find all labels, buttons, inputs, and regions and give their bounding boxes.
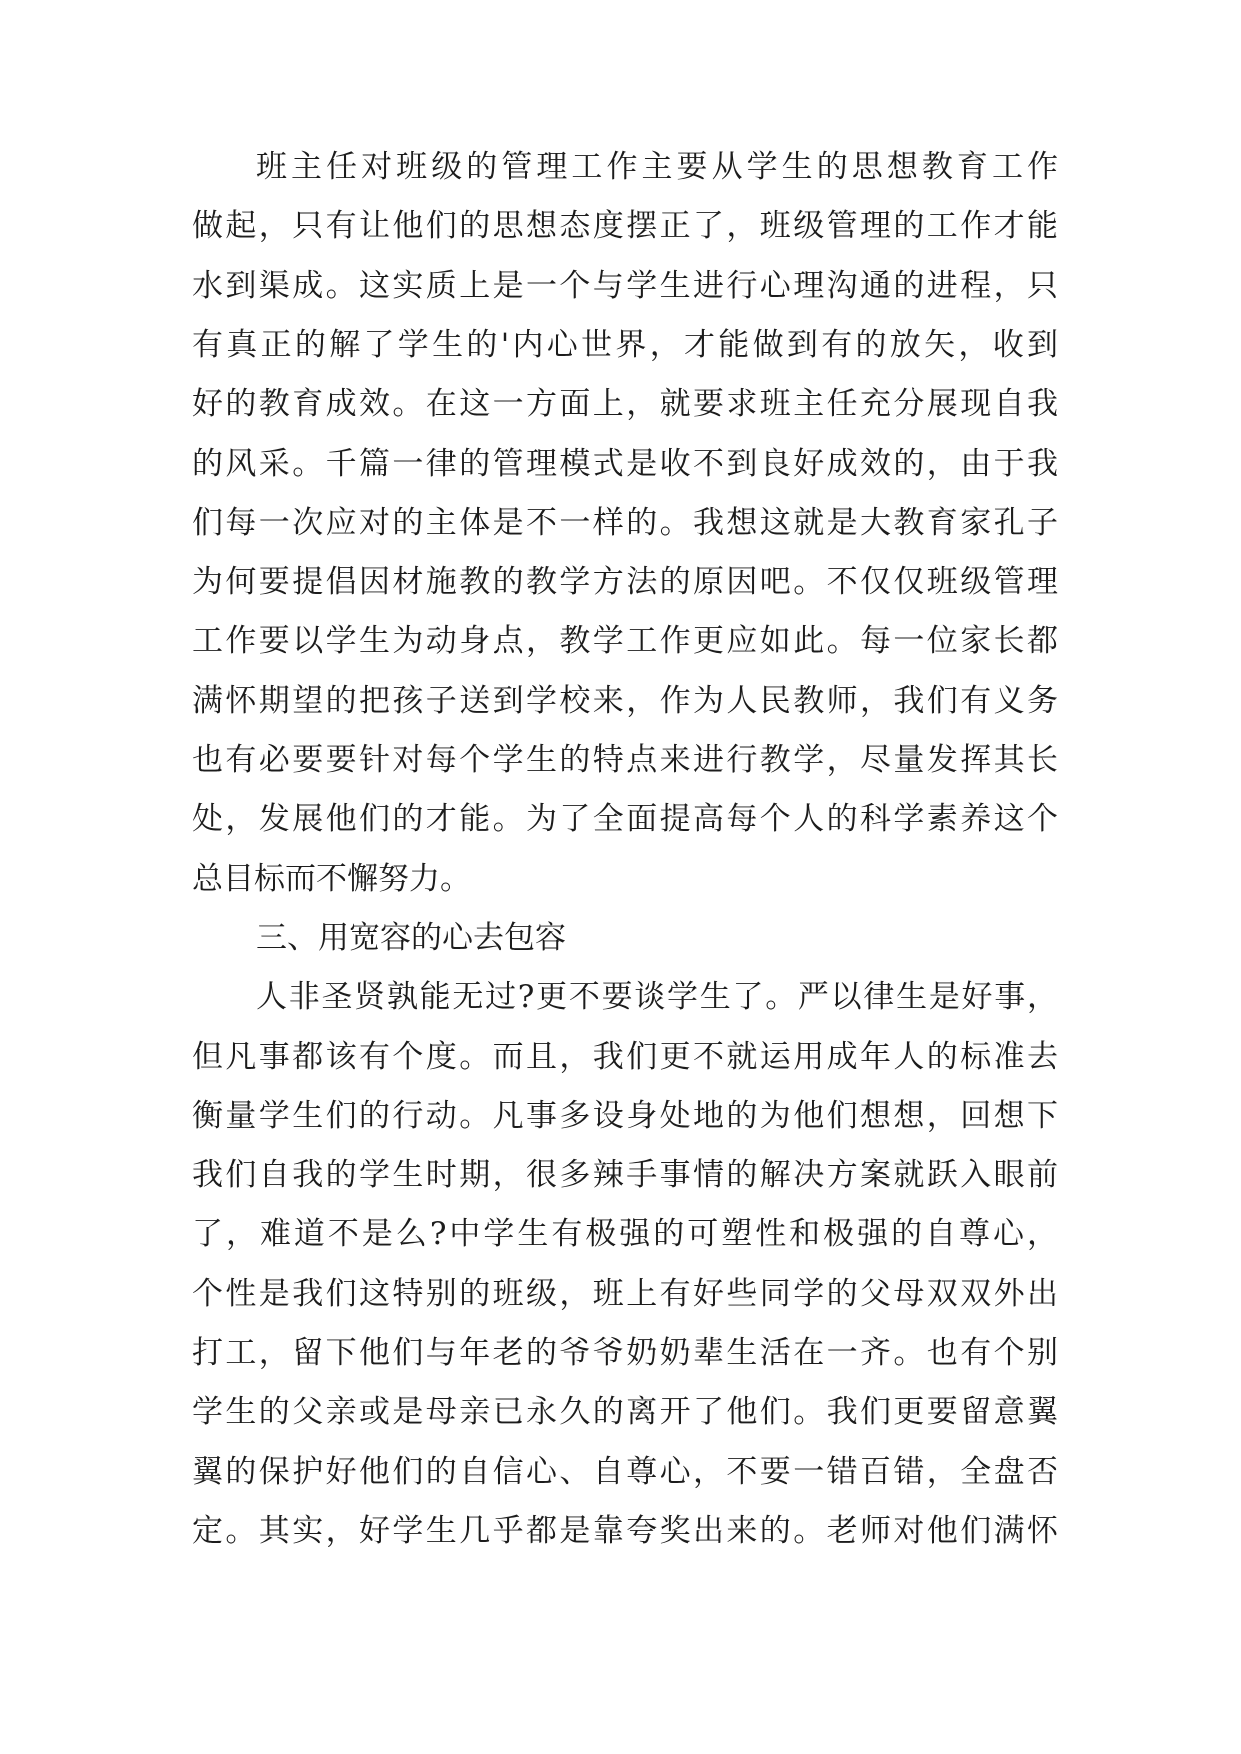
- text-line: 定。其实，好学生几乎都是靠夸奖出来的。老师对他们满怀: [192, 1512, 1058, 1549]
- text-line: 但凡事都该有个度。而且，我们更不就运用成年人的标准去: [192, 1038, 1058, 1075]
- text-line: 总目标而不懈努力。: [192, 860, 471, 897]
- text-line: 班主任对班级的管理工作主要从学生的思想教育工作: [256, 149, 1058, 185]
- text-line: 处，发展他们的才能。为了全面提高每个人的科学素养这个: [192, 801, 1058, 838]
- text-line: 水到渠成。这实质上是一个与学生进行心理沟通的进程，只: [192, 267, 1058, 304]
- text-line: 了，难道不是么?中学生有极强的可塑性和极强的自尊心，: [192, 1216, 1058, 1253]
- text-line: 满怀期望的把孩子送到学校来，作为人民教师，我们有义务: [192, 682, 1058, 719]
- text-line: 学生的父亲或是母亲已永久的离开了他们。我们更要留意翼: [192, 1394, 1058, 1431]
- text-line: 人非圣贤孰能无过?更不要谈学生了。严以律生是好事，: [256, 979, 1058, 1016]
- text-line: 们每一次应对的主体是不一样的。我想这就是大教育家孔子: [192, 504, 1058, 541]
- text-line: 工作要以学生为动身点，教学工作更应如此。每一位家长都: [192, 623, 1058, 660]
- text-line: 我们自我的学生时期，很多辣手事情的解决方案就跃入眼前: [192, 1157, 1058, 1194]
- text-line: 衡量学生们的行动。凡事多设身处地的为他们想想，回想下: [192, 1097, 1058, 1134]
- section-heading: 三、用宽容的心去包容: [256, 919, 566, 956]
- text-line: 做起，只有让他们的思想态度摆正了，班级管理的工作才能: [192, 208, 1058, 245]
- text-line: 为何要提倡因材施教的教学方法的原因吧。不仅仅班级管理: [192, 564, 1058, 601]
- text-line: 翼的保护好他们的自信心、自尊心，不要一错百错，全盘否: [192, 1453, 1058, 1490]
- text-line: 个性是我们这特别的班级，班上有好些同学的父母双双外出: [192, 1275, 1058, 1312]
- text-line: 也有必要要针对每个学生的特点来进行教学，尽量发挥其长: [192, 742, 1058, 778]
- text-line: 有真正的解了学生的'内心世界，才能做到有的放矢，收到: [192, 326, 1058, 363]
- text-line: 的风采。千篇一律的管理模式是收不到良好成效的，由于我: [192, 445, 1058, 482]
- text-line: 打工，留下他们与年老的爷爷奶奶辈生活在一齐。也有个别: [192, 1335, 1058, 1371]
- text-line: 好的教育成效。在这一方面上，就要求班主任充分展现自我: [192, 386, 1058, 423]
